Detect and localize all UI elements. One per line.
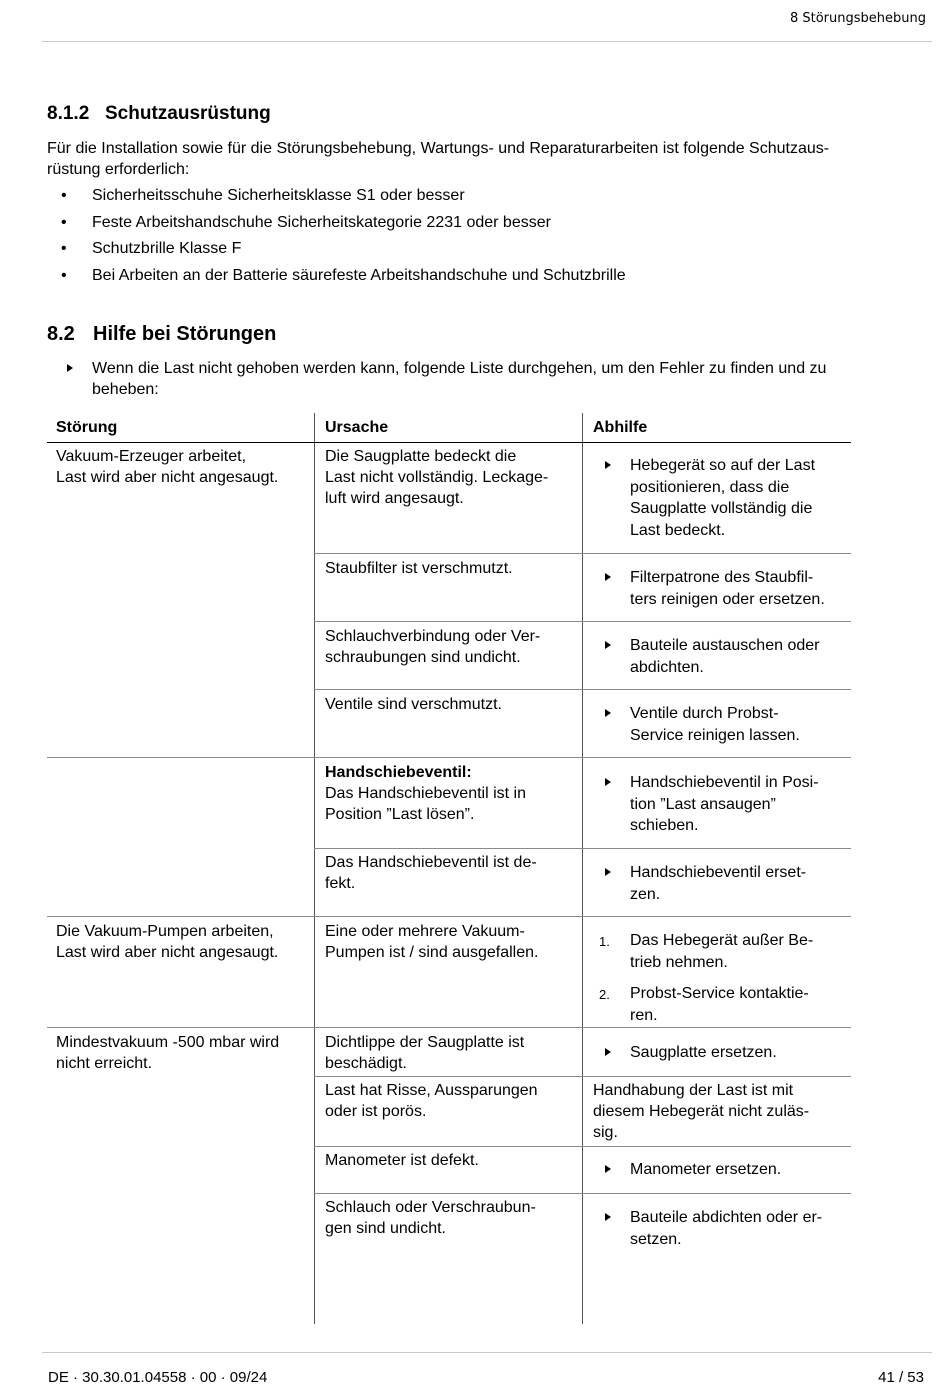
cell-line: ters reinigen oder ersetzen.: [630, 590, 825, 608]
document-id: DE · 30.30.01.04558 · 00 · 09/24: [48, 1369, 268, 1386]
intro-paragraph: [47, 138, 927, 180]
list-item: [47, 212, 626, 239]
cell-line: Filterpatrone des Staubfil-: [630, 569, 814, 586]
remedy-cell: [582, 635, 858, 678]
cell-line: nicht erreicht.: [56, 1055, 153, 1072]
instruction-line: beheben:: [92, 381, 159, 398]
bullet-icon: •: [61, 266, 67, 284]
arrow-right-icon: [605, 868, 611, 876]
arrow-right-icon: [605, 778, 611, 786]
row-rule: [47, 1027, 851, 1028]
cell-line: Schlauchverbindung oder Ver-: [325, 628, 541, 645]
step-number: 1.: [599, 934, 610, 949]
cell-line: oder ist porös.: [325, 1103, 427, 1120]
arrow-right-icon: [605, 1165, 611, 1173]
cell-line: trieb nehmen.: [630, 953, 728, 971]
column-header-cause: Ursache: [325, 419, 389, 436]
page-header: [42, 0, 932, 42]
list-item: [47, 185, 626, 212]
cell-line: Service reinigen lassen.: [630, 726, 800, 744]
section-number: 8.2: [47, 323, 75, 345]
cause-cell: [325, 852, 537, 894]
intro-line: Für die Installation sowie für die Störungsbehebung, Wartungs- und Reparaturarbeiten ist folgende Schutzaus-: [47, 140, 830, 157]
remedy-cell: [582, 862, 858, 905]
remedy-step: [582, 983, 858, 1026]
cell-line: Last wird aber nicht angesaugt.: [56, 469, 279, 486]
arrow-right-icon: [67, 364, 73, 372]
cell-line: positionieren, dass die: [630, 478, 790, 496]
section-number: 8.1.2: [47, 103, 90, 124]
cell-line: Handschiebeventil erset-: [630, 864, 807, 881]
cell-line: Last hat Risse, Aussparungen: [325, 1082, 538, 1099]
section-heading-82: [47, 323, 276, 346]
section-heading-812: [47, 103, 271, 125]
cell-line: Bauteile austauschen oder: [630, 637, 820, 654]
cause-cell: [325, 694, 502, 715]
cell-line: Last wird aber nicht angesaugt.: [56, 944, 279, 961]
list-item: [47, 265, 626, 292]
cell-line: sig.: [593, 1124, 618, 1141]
cell-line: zen.: [630, 885, 661, 903]
cell-line: setzen.: [630, 1230, 682, 1248]
protective-gear-list: [47, 185, 626, 291]
cell-line: Eine oder mehrere Vakuum-: [325, 923, 525, 940]
cell-line: Position ”Last lösen”.: [325, 806, 475, 823]
cell-line: beschädigt.: [325, 1055, 407, 1072]
arrow-right-icon: [605, 1213, 611, 1221]
arrow-right-icon: [605, 1048, 611, 1056]
row-rule: [314, 553, 851, 554]
row-rule: [314, 1193, 851, 1194]
remedy-cell: [582, 1159, 858, 1181]
cause-cell: [325, 762, 526, 825]
cause-cell: [325, 1197, 536, 1239]
cell-line: Saugplatte vollständig die: [630, 500, 813, 517]
cell-line: abdichten.: [630, 658, 704, 676]
cell-line: Probst-Service kontaktie-: [630, 985, 809, 1002]
cell-line: schraubungen sind undicht.: [325, 649, 521, 666]
header-rule: [47, 442, 851, 443]
arrow-right-icon: [605, 641, 611, 649]
cell-line: tion ”Last ansaugen”: [630, 795, 776, 813]
cause-cell: [325, 558, 513, 579]
cell-line: Pumpen ist / sind ausgefallen.: [325, 944, 539, 961]
remedy-cell: [582, 1207, 858, 1250]
remedy-cell: [582, 1042, 858, 1064]
row-rule: [314, 689, 851, 690]
row-rule: [314, 848, 851, 849]
cell-line: ren.: [630, 1006, 658, 1024]
cell-line: schieben.: [630, 817, 699, 834]
instruction: [47, 358, 917, 400]
page-number: 41 / 53: [878, 1369, 924, 1386]
fault-cell: [56, 1032, 279, 1074]
chapter-title: 8 Störungsbehebung: [789, 11, 926, 26]
remedy-cell: [582, 455, 858, 541]
cell-line: luft wird angesaugt.: [325, 490, 464, 507]
remedy-cell: [582, 772, 858, 837]
remedy-cell: [582, 703, 858, 746]
cell-line: Das Handschiebeventil ist in: [325, 785, 526, 802]
row-rule: [314, 1146, 851, 1147]
cell-line: Last bedeckt.: [630, 521, 726, 539]
cell-line: Saugplatte ersetzen.: [630, 1044, 777, 1061]
list-item-text: Bei Arbeiten an der Batterie säurefeste Arbeitshandschuhe und Schutzbrille: [92, 266, 626, 284]
cell-line: Vakuum-Erzeuger arbeitet,: [56, 448, 247, 465]
bullet-icon: •: [61, 187, 67, 204]
arrow-right-icon: [605, 461, 611, 469]
cell-line: Das Handschiebeventil ist de-: [325, 854, 537, 871]
cell-line: diesem Hebegerät nicht zuläs-: [593, 1103, 810, 1120]
list-item-text: Sicherheitsschuhe Sicherheitsklasse S1 oder besser: [92, 187, 465, 204]
remedy-cell: [593, 1080, 809, 1143]
cause-cell: [325, 921, 538, 963]
intro-line: rüstung erforderlich:: [47, 161, 190, 178]
step-number: 2.: [599, 987, 610, 1002]
cell-line: Handhabung der Last ist mit: [593, 1082, 794, 1099]
cause-cell: [325, 1080, 538, 1122]
cell-line: Bauteile abdichten oder er-: [630, 1209, 823, 1226]
cell-line: Die Vakuum-Pumpen arbeiten,: [56, 923, 274, 940]
cell-line: Staubfilter ist verschmutzt.: [325, 560, 513, 577]
section-title: Hilfe bei Störungen: [93, 323, 277, 345]
column-header-remedy: Abhilfe: [593, 419, 648, 436]
cause-cell: [325, 1150, 479, 1171]
cell-line: fekt.: [325, 875, 356, 892]
column-header-fault: Störung: [56, 419, 118, 436]
bullet-icon: •: [61, 213, 67, 231]
cell-line: Die Saugplatte bedeckt die: [325, 448, 517, 465]
fault-cell: [56, 921, 278, 963]
cause-cell: [325, 1032, 524, 1074]
cell-line: Handschiebeventil in Posi-: [630, 774, 819, 791]
cell-line: Schlauch oder Verschraubun-: [325, 1199, 536, 1216]
cause-cell: [325, 446, 548, 509]
arrow-right-icon: [605, 709, 611, 717]
row-rule: [47, 757, 851, 758]
footer-rule: [42, 1352, 932, 1353]
bullet-icon: •: [61, 240, 67, 257]
list-item-text: Feste Arbeitshandschuhe Sicherheitskategorie 2231 oder besser: [92, 213, 551, 231]
fault-cell: [56, 446, 278, 488]
cell-line: Dichtlippe der Saugplatte ist: [325, 1034, 525, 1051]
column-divider: [314, 413, 315, 1324]
arrow-right-icon: [605, 573, 611, 581]
cell-line: Manometer ist defekt.: [325, 1152, 479, 1169]
cell-line: Last nicht vollständig. Leckage-: [325, 469, 549, 486]
row-rule: [314, 1076, 851, 1077]
cause-cell: [325, 626, 540, 668]
list-item: [47, 238, 626, 265]
section-title: Schutzausrüstung: [105, 103, 271, 124]
row-rule: [314, 621, 851, 622]
list-item-text: Schutzbrille Klasse F: [92, 240, 242, 257]
remedy-step: [582, 930, 858, 973]
cell-line: Das Hebegerät außer Be-: [630, 932, 814, 949]
instruction-line: Wenn die Last nicht gehoben werden kann, folgende Liste durchgehen, um den Fehler zu finden und zu: [92, 360, 827, 377]
cell-line: gen sind undicht.: [325, 1220, 446, 1237]
row-rule: [47, 916, 851, 917]
cell-line: Mindestvakuum -500 mbar wird: [56, 1034, 280, 1051]
cell-line: Hebegerät so auf der Last: [630, 457, 816, 474]
cell-line: Manometer ersetzen.: [630, 1161, 782, 1178]
cell-line: Ventile durch Probst-: [630, 705, 779, 722]
cell-heading: Handschiebeventil:: [325, 764, 472, 781]
cell-line: Ventile sind verschmutzt.: [325, 696, 502, 713]
remedy-cell: [582, 567, 858, 610]
